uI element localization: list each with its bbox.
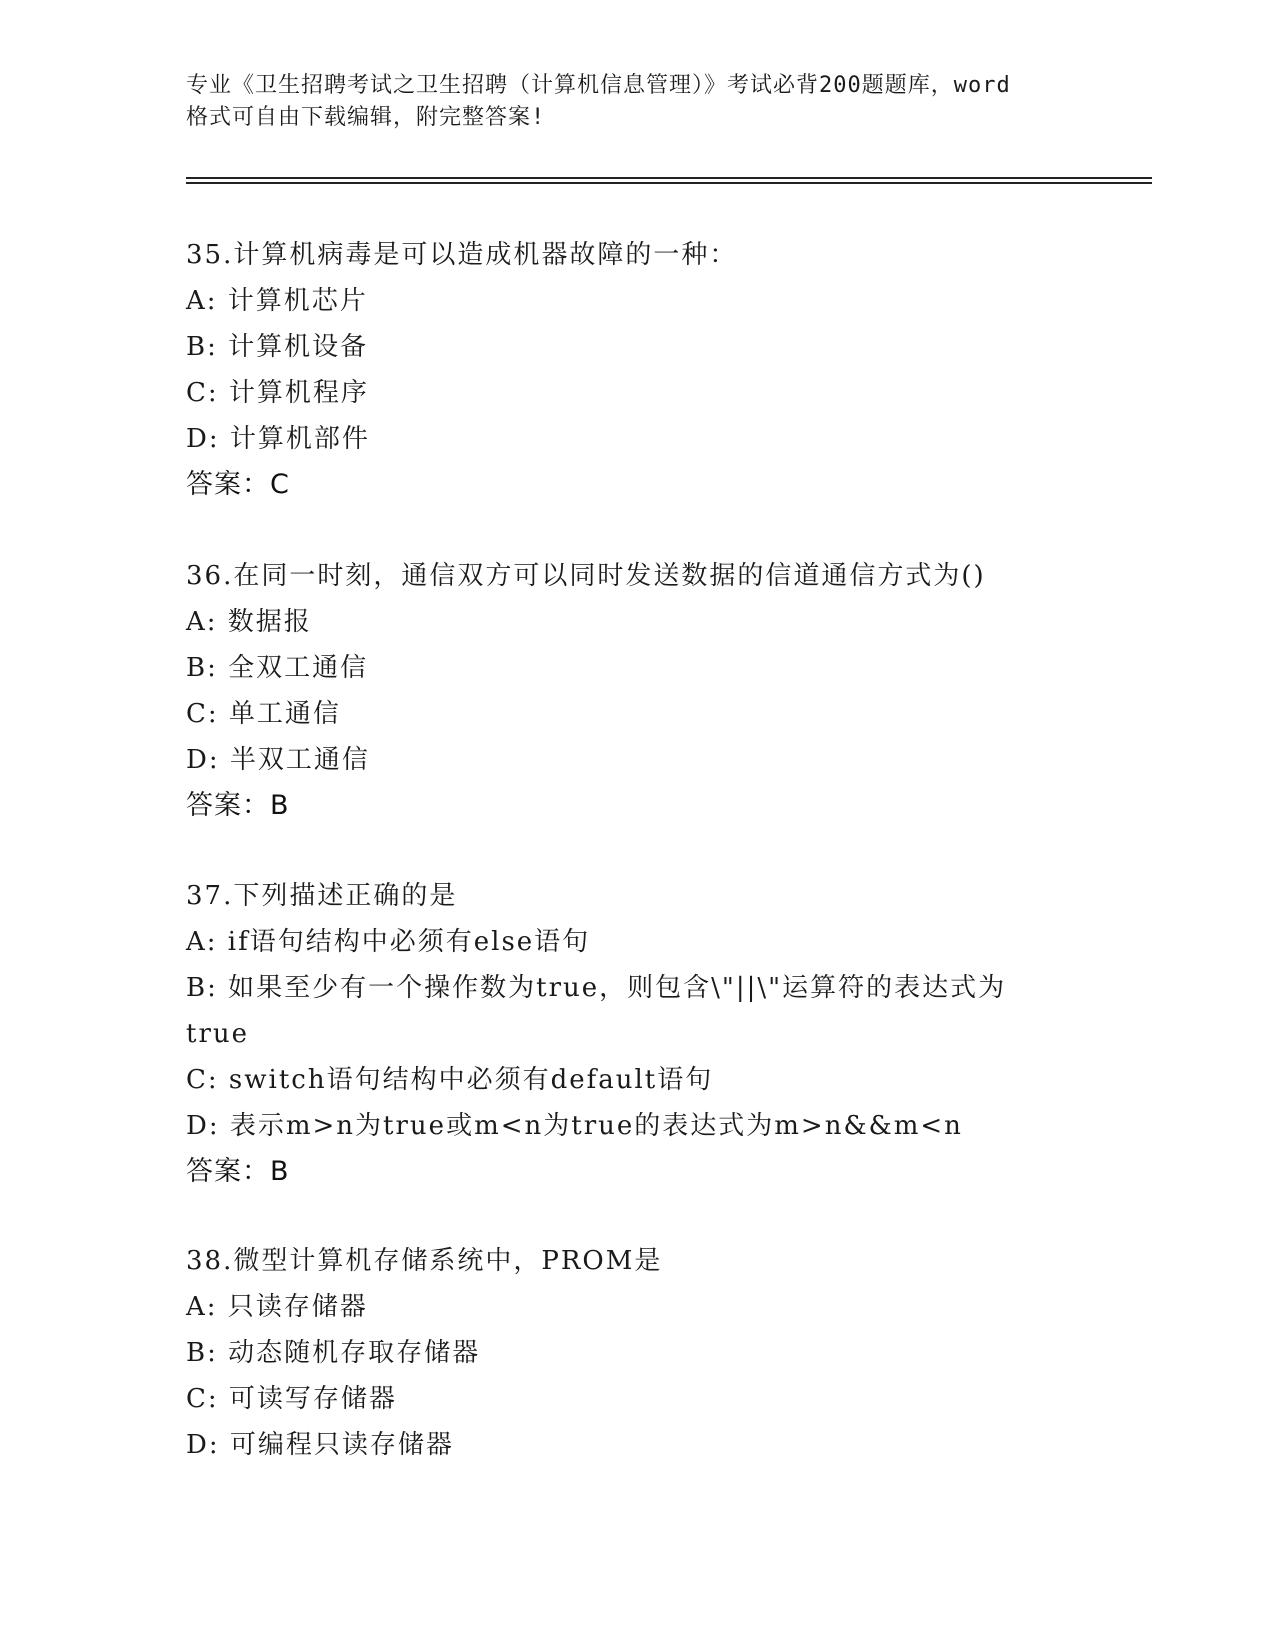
option-c: C: switch语句结构中必须有default语句 xyxy=(186,1065,714,1095)
option-c: C: 计算机程序 xyxy=(186,378,369,408)
question-35 xyxy=(186,232,1086,508)
option-b: B: 全双工通信 xyxy=(186,653,369,683)
question-stem: 36.在同一时刻，通信双方可以同时发送数据的信道通信方式为() xyxy=(186,561,986,591)
header-divider-bottom xyxy=(186,182,1152,184)
header-divider-top xyxy=(186,177,1152,179)
option-a: A: 数据报 xyxy=(186,607,312,637)
option-d: D: 半双工通信 xyxy=(186,745,370,775)
option-d: D: 计算机部件 xyxy=(186,424,370,454)
question-stem: 35.计算机病毒是可以造成机器故障的一种： xyxy=(186,240,738,270)
document-header xyxy=(186,70,1086,134)
question-38 xyxy=(186,1238,1086,1468)
option-d: D: 可编程只读存储器 xyxy=(186,1430,454,1460)
answer-line: 答案：B xyxy=(186,790,290,821)
question-36 xyxy=(186,553,1086,829)
header-line-1: 专业《卫生招聘考试之卫生招聘（计算机信息管理）》考试必背200题题库，word xyxy=(186,73,1011,98)
option-d: D: 表示m>n为true或m<n为true的表达式为m>n&&m<n xyxy=(186,1111,963,1141)
answer-line: 答案：C xyxy=(186,469,290,500)
option-b-continuation: true xyxy=(186,1019,250,1049)
option-b: B: 如果至少有一个操作数为true，则包含\"||\"运算符的表达式为 xyxy=(186,973,1007,1003)
option-b: B: 动态随机存取存储器 xyxy=(186,1338,481,1368)
header-line-2: 格式可自由下载编辑，附完整答案! xyxy=(186,105,546,130)
question-37 xyxy=(186,873,1086,1195)
option-b: B: 计算机设备 xyxy=(186,332,369,362)
answer-line: 答案：B xyxy=(186,1156,290,1187)
question-stem: 38.微型计算机存储系统中，PROM是 xyxy=(186,1246,663,1276)
option-a: A: if语句结构中必须有else语句 xyxy=(186,927,591,957)
option-a: A: 计算机芯片 xyxy=(186,286,368,316)
option-c: C: 可读写存储器 xyxy=(186,1384,397,1414)
question-stem: 37.下列描述正确的是 xyxy=(186,881,458,911)
option-c: C: 单工通信 xyxy=(186,699,341,729)
option-a: A: 只读存储器 xyxy=(186,1292,368,1322)
